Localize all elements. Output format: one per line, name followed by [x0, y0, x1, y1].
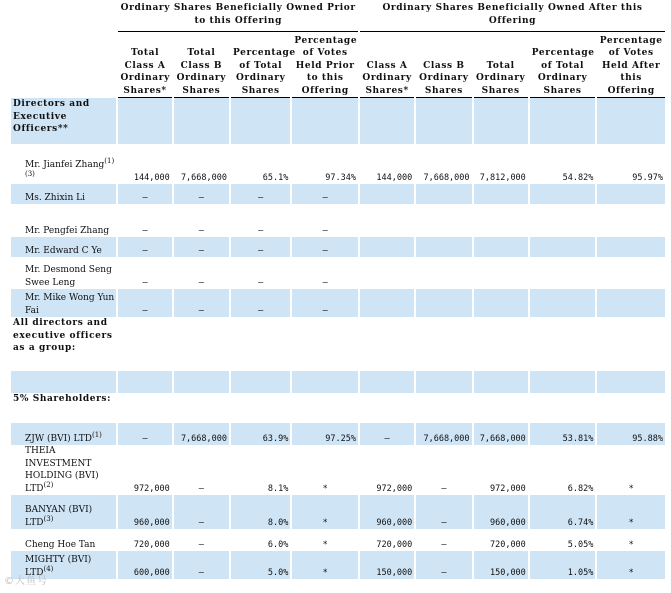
- table-cell: *: [322, 539, 328, 550]
- table-cell: *: [628, 539, 634, 550]
- footnote-ref: (2): [43, 480, 54, 489]
- table-cell: [597, 204, 665, 237]
- table-row: [11, 257, 665, 289]
- table-cell: —: [322, 277, 328, 288]
- table-cell: 720,000: [489, 539, 526, 550]
- table-cell: 7,668,000: [423, 172, 470, 183]
- table-cell: 8.1%: [267, 483, 289, 494]
- table-cell: [530, 204, 596, 237]
- table-cell: —: [198, 277, 204, 288]
- holder-name: Mr. Mike Wong Yun Fai: [11, 289, 116, 317]
- table-cell: 7,812,000: [479, 172, 526, 183]
- table-cell: 144,000: [133, 172, 170, 183]
- table-cell: 720,000: [376, 539, 413, 550]
- table-cell: 54.82%: [562, 172, 594, 183]
- col-header: Class A Ordinary Shares*: [360, 32, 414, 98]
- table-cell: —: [198, 483, 204, 494]
- table-cell: *: [322, 483, 328, 494]
- table-row: [11, 184, 665, 204]
- table-cell: —: [142, 277, 148, 288]
- holder-name: Mr. Jianfei Zhang$^{(1)(3)}$: [25, 157, 115, 178]
- table-cell: —: [174, 551, 229, 579]
- table-row: [11, 204, 665, 237]
- footnote-ref: (1)(3): [25, 157, 115, 178]
- table-cell: [416, 184, 471, 204]
- table-cell: [597, 184, 665, 204]
- holder-name: THEIA INVESTMENT HOLDING (BVI) LTD$^{(2)}$: [25, 446, 99, 494]
- table-cell: [360, 184, 414, 204]
- table-cell: —: [174, 237, 229, 257]
- group-header-after: Ordinary Shares Beneficially Owned After this Offering: [360, 2, 665, 32]
- table-cell: 97.34%: [325, 172, 356, 183]
- table-cell: 960,000: [474, 495, 528, 529]
- table-cell: —: [292, 237, 358, 257]
- watermark: ©大鱼号: [4, 576, 48, 587]
- table-cell: 7,668,000: [474, 423, 528, 445]
- table-cell: [597, 237, 665, 257]
- table-cell: —: [231, 184, 290, 204]
- holder-name: ZJW (BVI) LTD$^{(1)}$: [11, 423, 116, 445]
- table-cell: *: [292, 495, 358, 529]
- table-cell: *: [597, 495, 665, 529]
- col-header: Class B Ordinary Shares: [416, 32, 471, 98]
- holder-name: Cheng Hoe Tan: [25, 539, 96, 550]
- holder-name: Mr. Desmond Seng Swee Leng: [25, 265, 112, 288]
- table-cell: [416, 257, 471, 289]
- table-cell: [360, 204, 414, 237]
- section-shareholders: 5% Shareholders:: [13, 394, 112, 404]
- table-cell: —: [231, 237, 290, 257]
- footnote-ref: (4): [43, 564, 54, 573]
- table-cell: 960,000: [118, 495, 171, 529]
- table-cell: —: [142, 225, 148, 236]
- table-cell: 95.97%: [632, 172, 663, 183]
- table-cell: [416, 204, 471, 237]
- table-cell: —: [118, 423, 171, 445]
- table-cell: 97.25%: [292, 423, 358, 445]
- col-header: Total Class A Ordinary Shares*: [118, 32, 171, 98]
- table-row: [11, 495, 665, 529]
- table-cell: 960,000: [360, 495, 414, 529]
- holder-name: Mr. Pengfei Zhang: [25, 225, 110, 236]
- holder-name: MIGHTY (BVI) LTD$^{(4)}$: [11, 551, 116, 579]
- table-cell: —: [231, 289, 290, 317]
- table-cell: *: [628, 483, 634, 494]
- table-cell: [530, 184, 596, 204]
- section-all-directors: All directors and executive officers as a group:: [13, 318, 113, 353]
- table-cell: [474, 184, 528, 204]
- table-cell: —: [118, 184, 171, 204]
- table-row: [11, 423, 665, 445]
- table-cell: [474, 204, 528, 237]
- col-header: Percentage of Total Ordinary Shares: [231, 32, 290, 98]
- table-cell: [474, 237, 528, 257]
- table-cell: *: [597, 551, 665, 579]
- holder-name: Ms. Zhixin Li: [11, 184, 116, 204]
- group-header-prior: Ordinary Shares Beneficially Owned Prior to this Offering: [118, 2, 358, 32]
- table-cell: —: [292, 289, 358, 317]
- holder-name: BANYAN (BVI) LTD$^{(3)}$: [11, 495, 116, 529]
- table-cell: 65.1%: [262, 172, 289, 183]
- table-cell: —: [441, 483, 447, 494]
- footnote-ref: (1): [92, 430, 102, 439]
- table-cell: 972,000: [133, 483, 170, 494]
- table-cell: 53.81%: [530, 423, 596, 445]
- section-directors: Directors and Executive Officers**: [11, 98, 116, 144]
- table-cell: —: [292, 184, 358, 204]
- table-cell: —: [360, 423, 414, 445]
- table-row: [11, 237, 665, 257]
- table-row: [11, 445, 665, 495]
- table-cell: 972,000: [489, 483, 526, 494]
- table-cell: [360, 257, 414, 289]
- table-cell: —: [441, 539, 447, 550]
- table-cell: 972,000: [376, 483, 413, 494]
- table-cell: 5.05%: [567, 539, 594, 550]
- table-cell: [597, 257, 665, 289]
- table-cell: —: [322, 225, 328, 236]
- col-header: Percentage of Total Ordinary Shares: [530, 32, 596, 98]
- table-cell: 7,668,000: [174, 423, 229, 445]
- table-cell: [416, 237, 471, 257]
- table-cell: —: [174, 184, 229, 204]
- table-cell: [530, 237, 596, 257]
- col-header: Total Ordinary Shares: [474, 32, 528, 98]
- table-cell: 7,668,000: [180, 172, 227, 183]
- table-cell: 720,000: [133, 539, 170, 550]
- table-cell: —: [416, 551, 471, 579]
- table-cell: 1.05%: [530, 551, 596, 579]
- table-cell: 600,000: [118, 551, 171, 579]
- table-cell: [530, 289, 596, 317]
- table-cell: —: [258, 277, 264, 288]
- table-cell: [474, 289, 528, 317]
- table-cell: [416, 289, 471, 317]
- table-row: [11, 551, 665, 579]
- table-cell: *: [292, 551, 358, 579]
- col-header: Percentage of Votes Held Prior to this Offering: [292, 32, 358, 98]
- table-cell: 144,000: [376, 172, 413, 183]
- table-cell: [360, 289, 414, 317]
- holder-name: Mr. Edward C Ye: [11, 237, 116, 257]
- table-cell: —: [118, 237, 171, 257]
- table-row: [11, 144, 665, 184]
- table-cell: 150,000: [360, 551, 414, 579]
- table-cell: —: [174, 289, 229, 317]
- table-cell: [474, 257, 528, 289]
- table-cell: 150,000: [474, 551, 528, 579]
- table-cell: 6.0%: [267, 539, 289, 550]
- table-cell: —: [118, 289, 171, 317]
- table-cell: 7,668,000: [416, 423, 471, 445]
- col-header: Total Class B Ordinary Shares: [174, 32, 229, 98]
- table-cell: —: [416, 495, 471, 529]
- table-cell: —: [258, 225, 264, 236]
- table-cell: —: [198, 225, 204, 236]
- footnote-ref: (3): [43, 514, 54, 523]
- table-cell: 95.88%: [597, 423, 665, 445]
- table-row: [11, 289, 665, 317]
- table-cell: [360, 237, 414, 257]
- table-cell: 8.0%: [231, 495, 290, 529]
- table-cell: —: [174, 495, 229, 529]
- table-cell: —: [198, 539, 204, 550]
- table-row: [11, 529, 665, 551]
- table-cell: 6.82%: [567, 483, 594, 494]
- table-cell: [597, 289, 665, 317]
- col-header: Percentage of Votes Held After this Offering: [597, 32, 665, 98]
- table-cell: 63.9%: [231, 423, 290, 445]
- table-cell: 6.74%: [530, 495, 596, 529]
- table-cell: [530, 257, 596, 289]
- ownership-table: [9, 2, 667, 579]
- table-cell: 5.0%: [231, 551, 290, 579]
